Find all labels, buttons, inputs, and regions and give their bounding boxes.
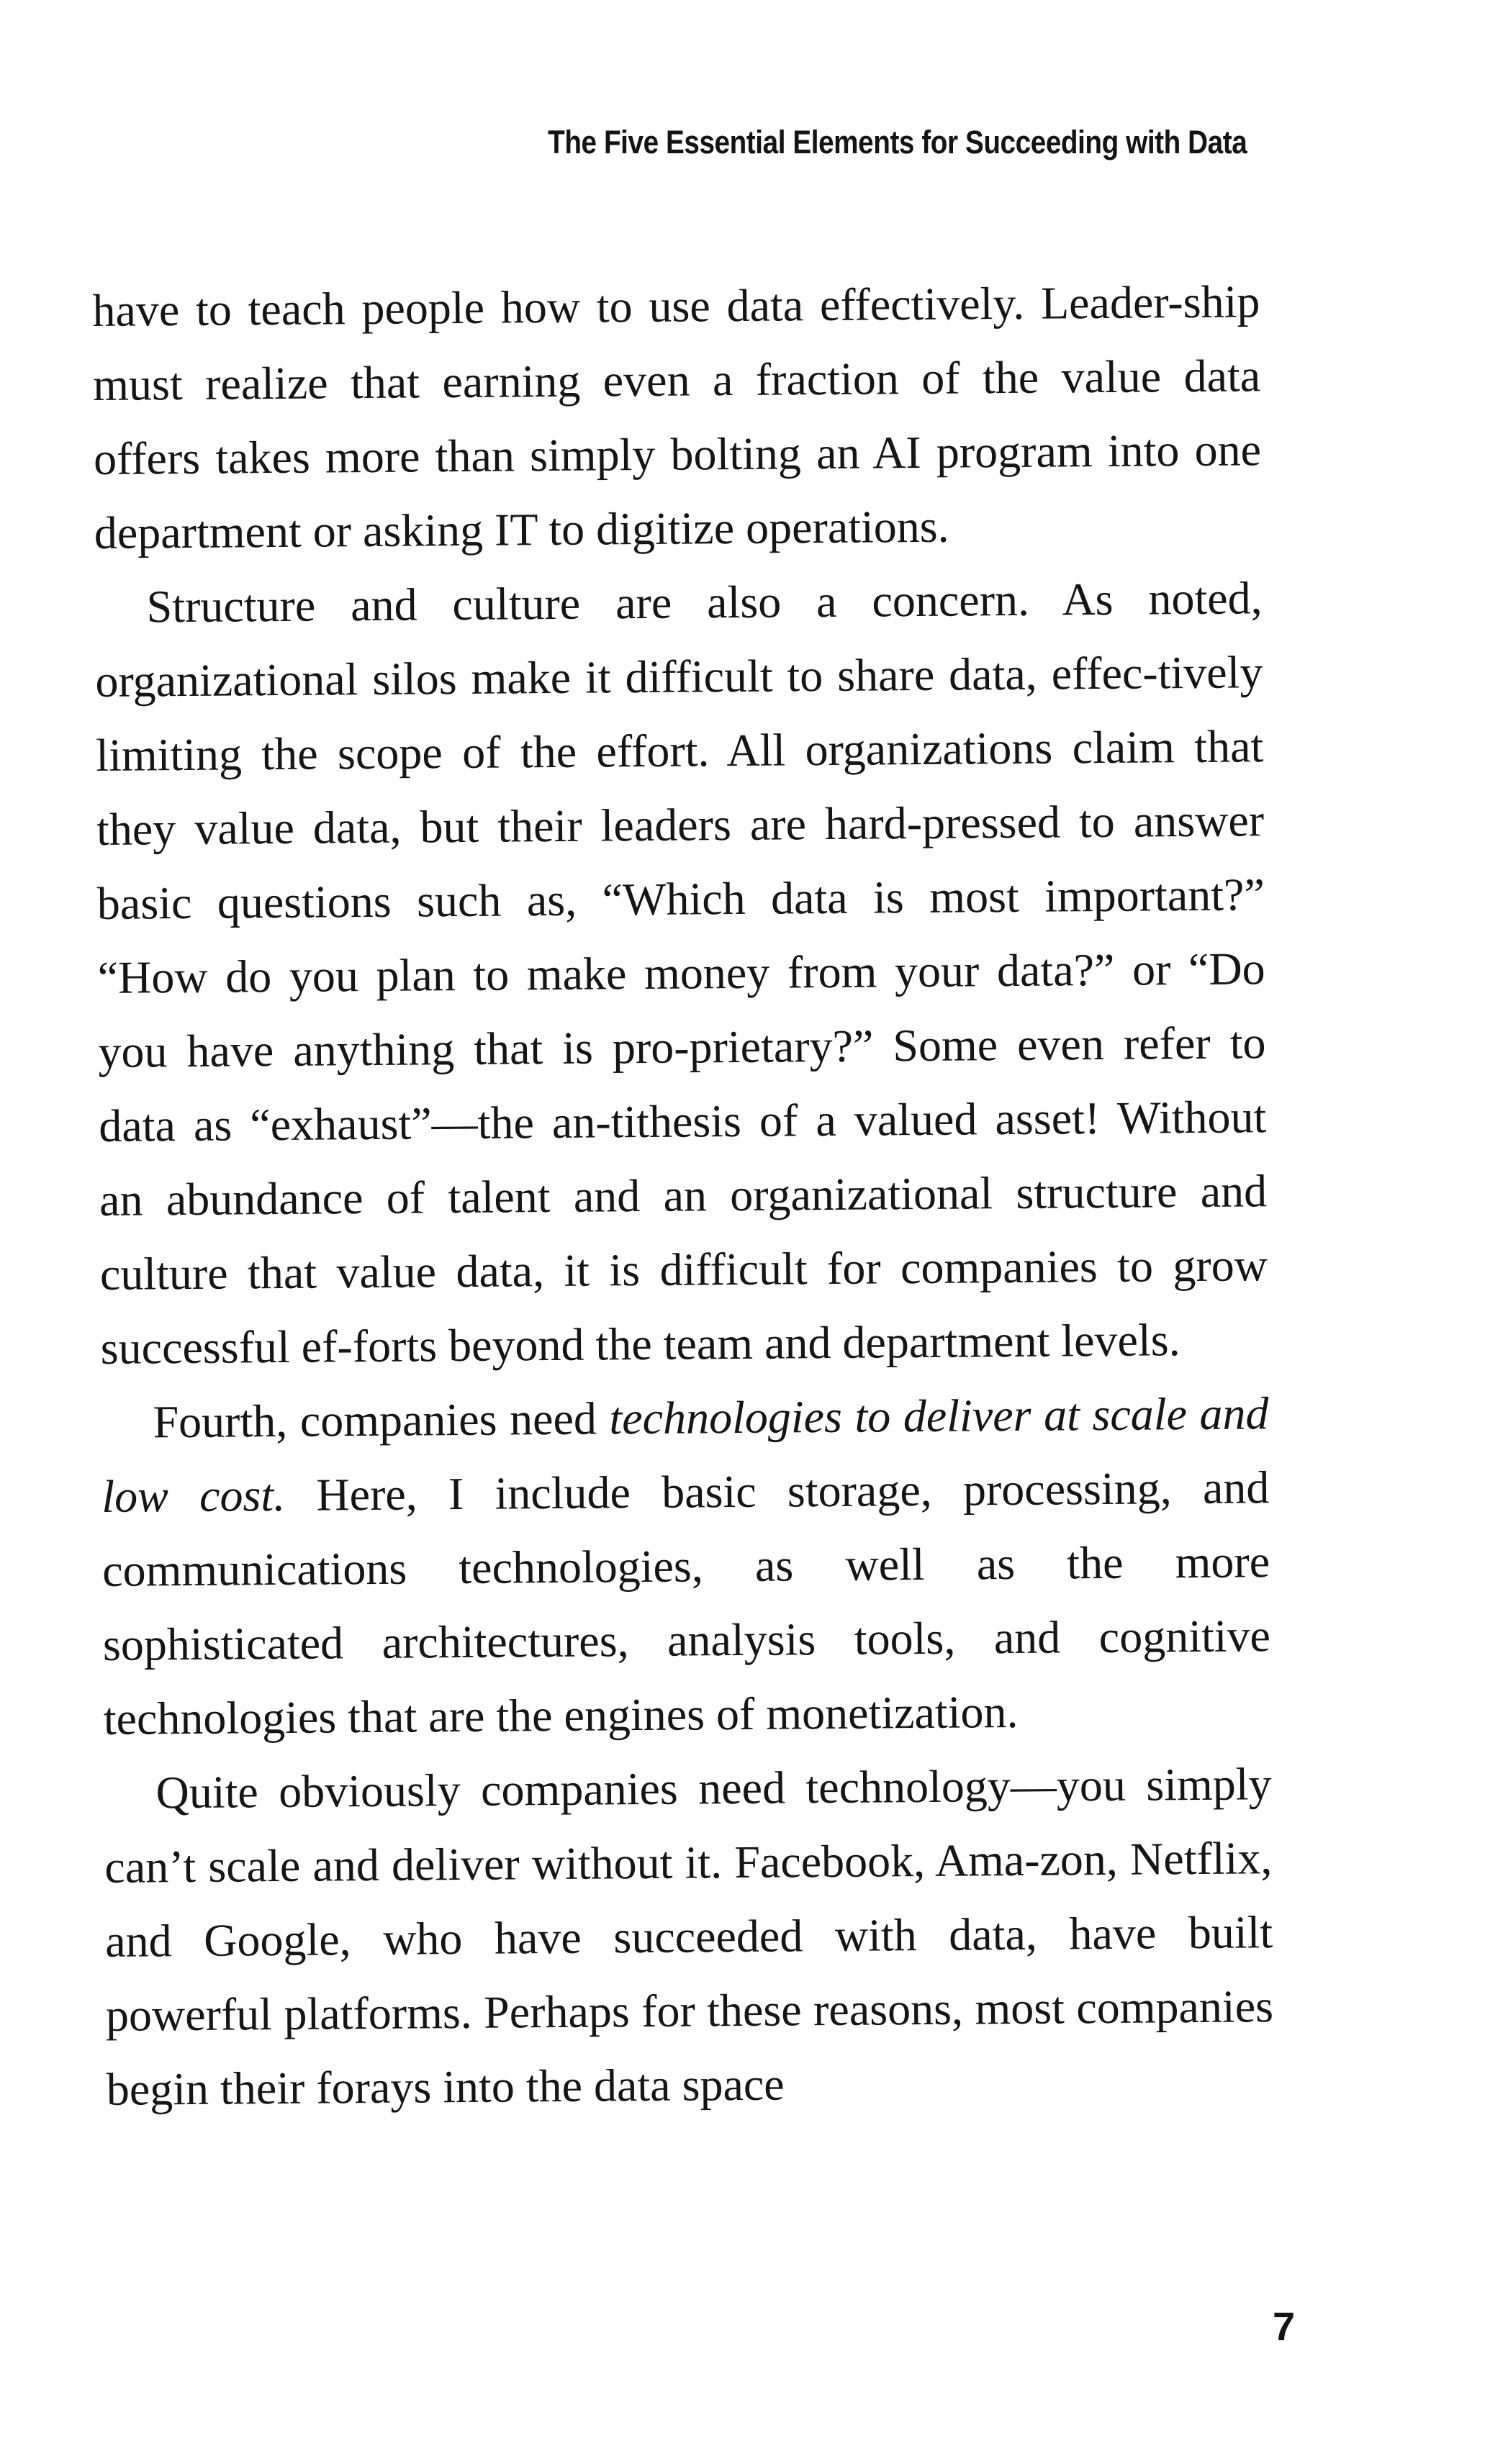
running-head: The Five Essential Elements for Succeeding with Data	[547, 124, 1247, 160]
body-text	[92, 264, 1274, 2126]
paragraph-3-text-end: Here, I include basic storage, processing, and communications technologies, as well as the more sophisticated architectures, analysis tools, and cognitive technologies that are the engines of monetization.	[101, 1462, 1271, 1744]
paragraph-4-text: Quite obviously companies need technology—you simply can’t scale and deliver without it. Facebook, Ama-zon, Netflix, and Google, who have succeeded with data, have built powerful platforms. Perhaps for these reasons, most companies begin their forays into the data space	[104, 1758, 1274, 2115]
paragraph-1	[92, 264, 1262, 570]
paragraph-2	[94, 561, 1268, 1385]
paragraph-3	[101, 1376, 1271, 1756]
paragraph-1-text: have to teach people how to use data effectively. Leader-ship must realize that earning even a fraction of the value data offers takes more than simply bolting an AI program into one department or asking IT to digitize operations.	[92, 276, 1262, 558]
paragraph-3-text-start: Fourth, companies need	[153, 1392, 610, 1448]
paragraph-4	[104, 1747, 1274, 2126]
page-number: 7	[1273, 2304, 1296, 2349]
paragraph-2-text: Structure and culture are also a concern. As noted, organizational silos make it difficult to share data, effec-tively limiting the scope of the effort. All organizations claim that they value data, but their leaders are hard-pressed to answer basic questions such as, “Which data is most important?” “How do you plan to make money from your data?” or “Do you have anything that is pro-prietary?” Some even refer to data as “exhaust”—the an-tithesis of a valued asset! Without an abundance of talent and an organizational structure and culture that value data, it is difficult for companies to grow successful ef-forts beyond the team and department levels.	[95, 572, 1268, 1374]
paragraph-3-emphasis: technologies to deliver at scale and low cost.	[101, 1387, 1269, 1522]
